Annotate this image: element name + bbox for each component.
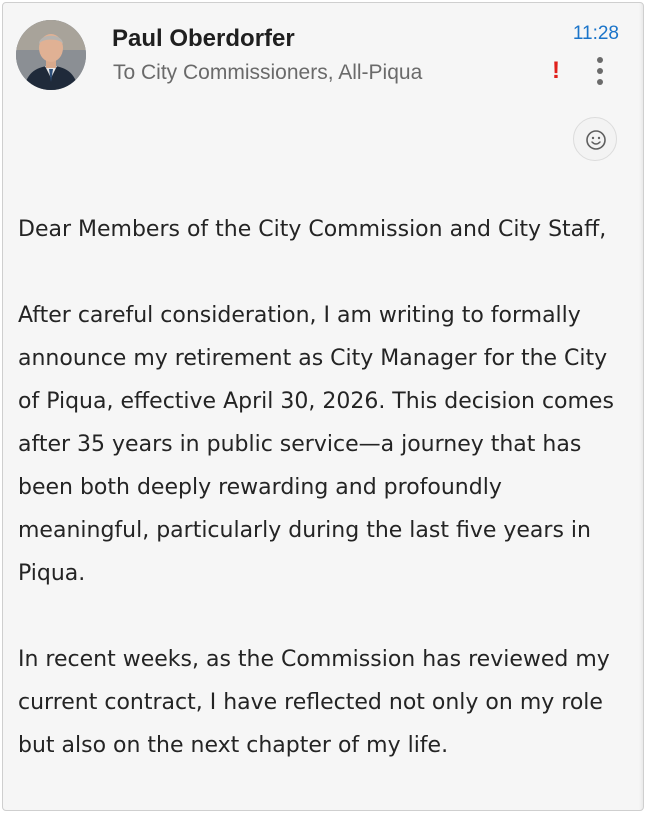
scrollbar-track [639,3,643,810]
sender-avatar[interactable] [16,20,86,90]
received-time: 11:28 [572,23,619,44]
smiley-icon [585,129,607,151]
body-paragraph: After careful consideration, I am writing to formally announce my retirement as City Manager for the City of Piqua, effective April 30, 2026. This decision comes after 35 years in public service—a journey that has been both deeply rewarding and profoundly meaningful, particularly during the last five years in Piqua. [18,303,614,586]
email-body [18,208,628,767]
sender-name[interactable]: Paul Oberdorfer [112,25,295,52]
more-options-icon[interactable] [590,55,610,87]
email-reading-pane [2,2,644,811]
email-header [3,3,643,103]
avatar-photo [16,20,86,90]
body-paragraph: In recent weeks, as the Commission has reviewed my current contract, I have reflected not only on my role but also on the next chapter of my life. [18,647,610,758]
greeting-paragraph: Dear Members of the City Commission and City Staff, [18,217,607,242]
recipients-line[interactable]: To City Commissioners, All-Piqua [113,61,423,84]
high-importance-icon: ! [552,57,560,84]
react-button[interactable] [573,117,617,161]
